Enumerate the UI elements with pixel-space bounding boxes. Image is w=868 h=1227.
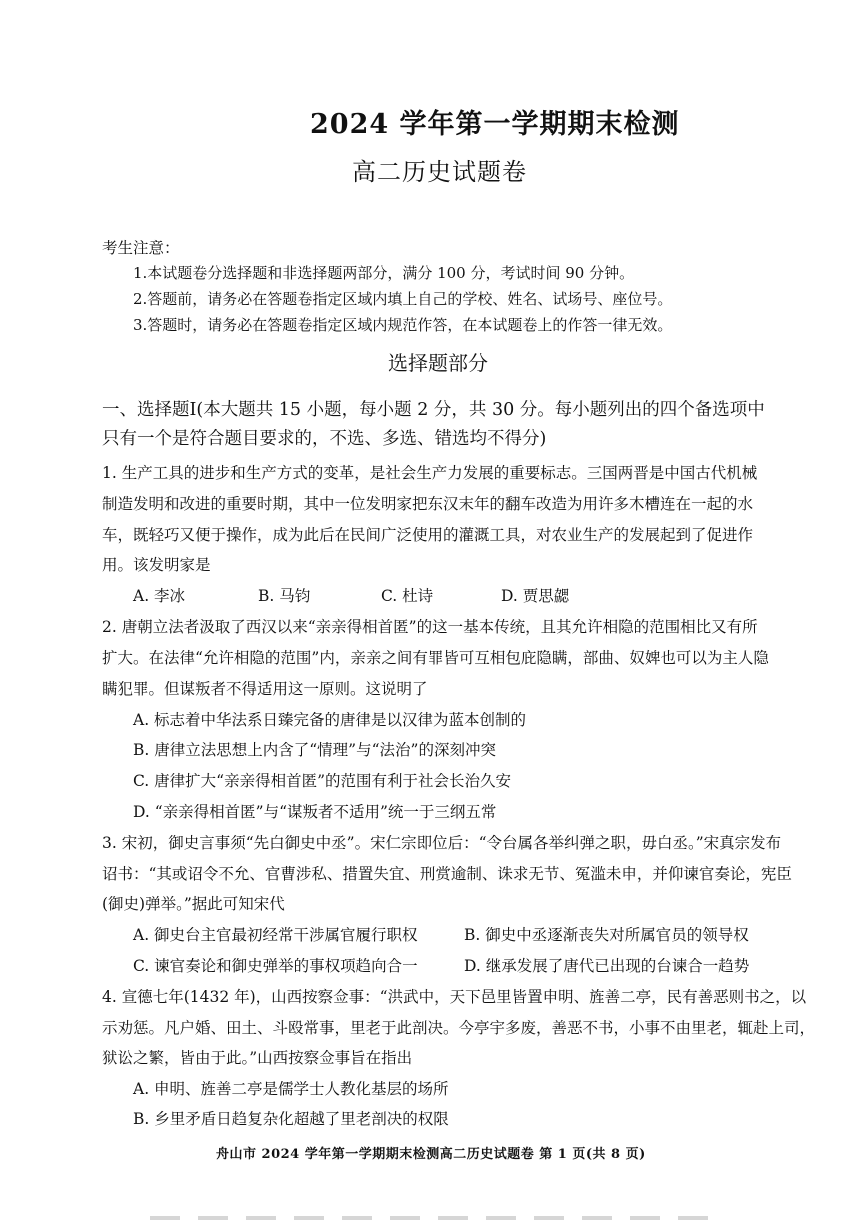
notice-item: 2.答题前，请务必在答题卷指定区域内填上自己的学校、姓名、试场号、座位号。 — [133, 290, 673, 308]
question-text-line: 用。该发明家是 — [102, 556, 211, 574]
exam-title: 2024 学年第一学期期末检测 — [310, 109, 680, 140]
notice-item: 3.答题时，请务必在答题卷指定区域内规范作答，在本试题卷上的作答一律无效。 — [133, 316, 673, 334]
question-text-line: 车，既轻巧又便于操作，成为此后在民间广泛使用的灌溉工具，对农业生产的发展起到了促进作 — [102, 526, 754, 544]
page-footer: 舟山市 2024 学年第一学期期末检测高二历史试题卷 第 1 页(共 8 页) — [216, 1147, 646, 1162]
question-text-line: 狱讼之繁，皆由于此。”山西按察佥事旨在指出 — [102, 1049, 413, 1067]
question-text-line: (御史)弹举。”据此可知宋代 — [102, 895, 285, 913]
question-text-line: 1. 生产工具的进步和生产方式的变革，是社会生产力发展的重要标志。三国两晋是中国古代机械 — [102, 464, 758, 482]
option-d: D. 继承发展了唐代已出现的台谏合一趋势 — [464, 957, 750, 975]
question-text-line: 4. 宣德七年(1432 年)，山西按察佥事：“洪武中，天下邑里皆置申明、旌善二亭，民有善恶则书之，以 — [102, 988, 807, 1006]
option-d: D. “亲亲得相首匿”与“谋叛者不适用”统一于三纲五常 — [133, 803, 497, 821]
notice-item: 1.本试题卷分选择题和非选择题两部分，满分 100 分，考试时间 90 分钟。 — [133, 264, 635, 282]
question-text-line: 诏书：“其或诏令不允、官曹涉私、措置失宜、刑赏逾制、诛求无节、冤滥未申，并仰谏官奏论，宪臣 — [102, 865, 792, 883]
option-d: D. 贾思勰 — [501, 587, 570, 605]
section-intro-line: 只有一个是符合题目要求的，不选、多选、错选均不得分) — [102, 429, 547, 449]
section-heading: 选择题部分 — [388, 351, 488, 375]
option-c: C. 杜诗 — [381, 587, 434, 605]
option-a: A. 李冰 — [133, 587, 186, 605]
option-a: A. 标志着中华法系日臻完备的唐律是以汉律为蓝本创制的 — [133, 711, 527, 729]
question-text-line: 制造发明和改进的重要时期，其中一位发明家把东汉末年的翻车改造为用许多木槽连在一起的水 — [102, 495, 754, 513]
question-text-line: 示劝惩。凡户婚、田土、斗殴常事，里老于此剖决。今亭宇多废，善恶不书，小事不由里老，辄赴上司， — [102, 1019, 816, 1037]
question-text-line: 扩大。在法律“允许相隐的范围”内，亲亲之间有罪皆可互相包庇隐瞒，部曲、奴婢也可以为主人隐 — [102, 649, 769, 667]
notice-heading: 考生注意： — [102, 239, 180, 257]
scan-artifact — [150, 1216, 710, 1220]
option-c: C. 唐律扩大“亲亲得相首匿”的范围有利于社会长治久安 — [133, 772, 512, 790]
option-b: B. 乡里矛盾日趋复杂化超越了里老剖决的权限 — [133, 1110, 449, 1128]
exam-subtitle: 高二历史试题卷 — [352, 158, 527, 186]
option-a: A. 御史台主官最初经常干涉属官履行职权 — [133, 926, 418, 944]
section-intro-line: 一、选择题Ⅰ(本大题共 15 小题，每小题 2 分，共 30 分。每小题列出的四个备选项中 — [102, 400, 765, 420]
question-text-line: 2. 唐朝立法者汲取了西汉以来“亲亲得相首匿”的这一基本传统，且其允许相隐的范围相比又有所 — [102, 618, 758, 636]
option-b: B. 唐律立法思想上内含了“情理”与“法治”的深刻冲突 — [133, 741, 496, 759]
option-b: B. 马钧 — [258, 587, 311, 605]
question-text-line: 3. 宋初，御史言事须“先白御史中丞”。宋仁宗即位后：“令台属各举纠弹之职，毋白丞。”宋真宗发布 — [102, 834, 782, 852]
option-c: C. 谏官奏论和御史弹举的事权项趋向合一 — [133, 957, 418, 975]
option-b: B. 御史中丞逐渐丧失对所属官员的领导权 — [464, 926, 749, 944]
option-a: A. 申明、旌善二亭是儒学士人教化基层的场所 — [133, 1080, 449, 1098]
question-text-line: 瞒犯罪。但谋叛者不得适用这一原则。这说明了 — [102, 680, 428, 698]
